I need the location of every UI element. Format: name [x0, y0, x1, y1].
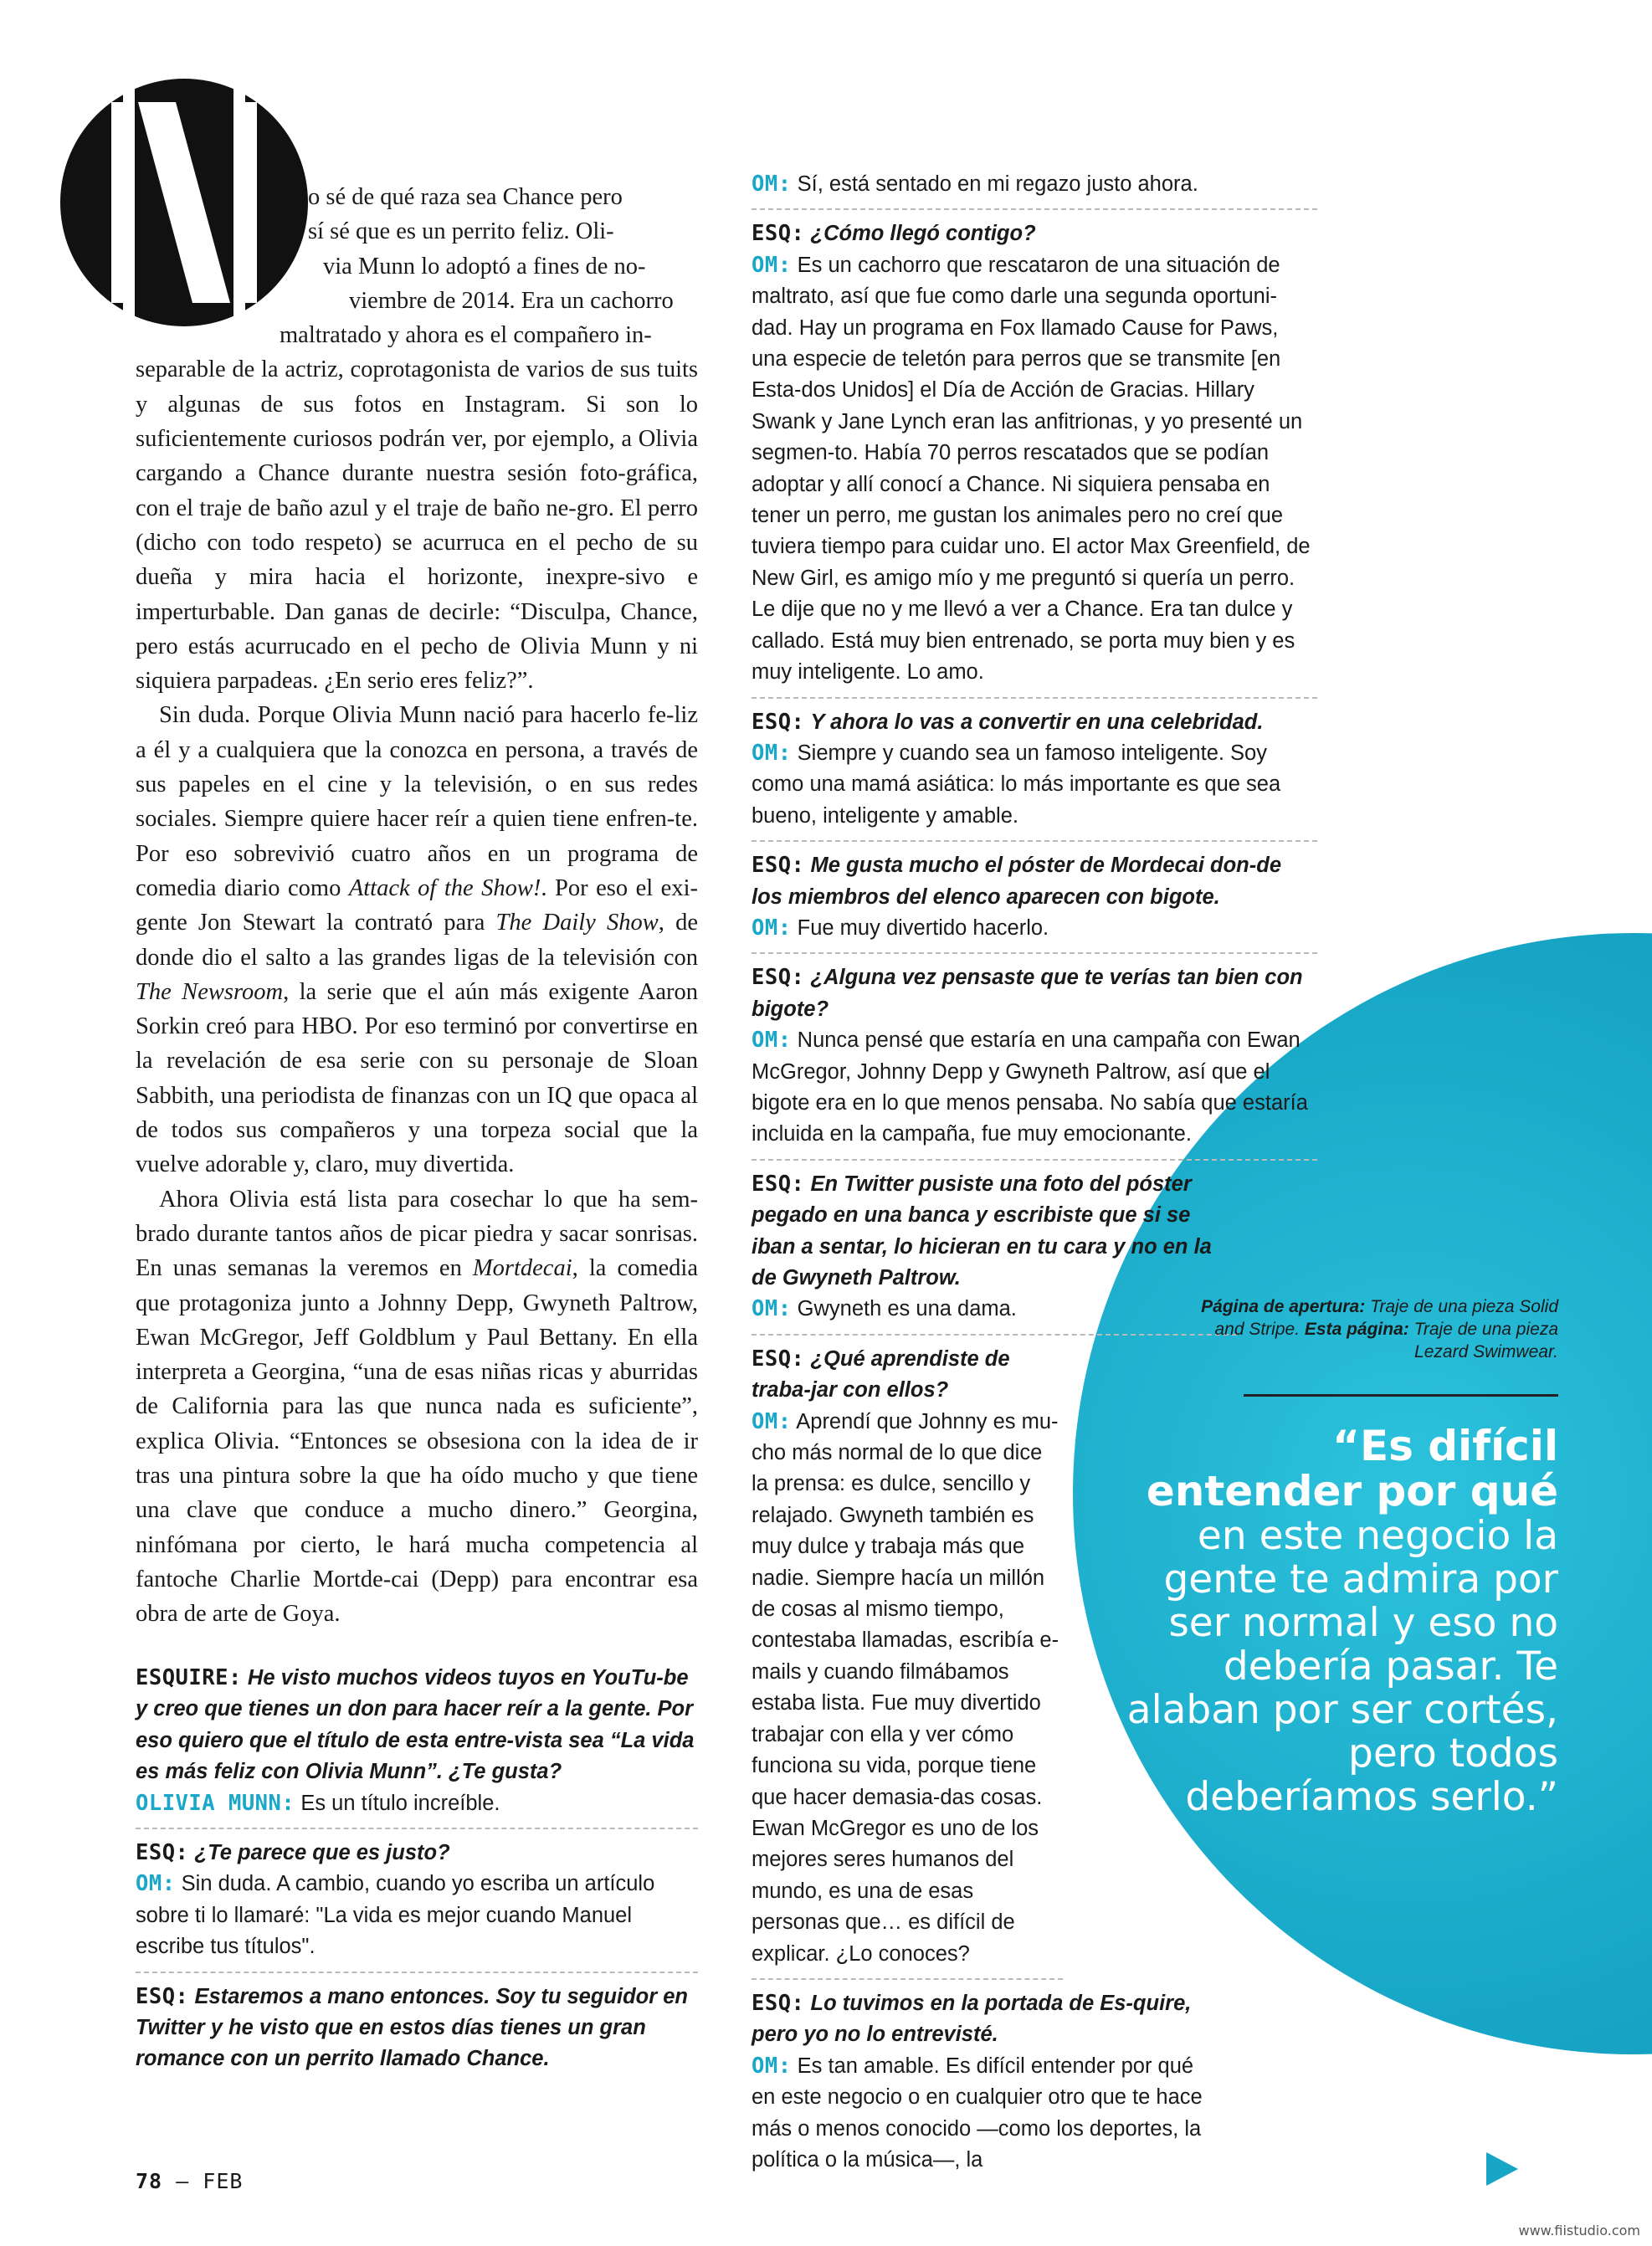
page-footer: [136, 2169, 243, 2193]
title-italic: The Newsroom: [136, 978, 284, 1005]
question-label: ESQUIRE:: [136, 1665, 242, 1690]
question-label: ESQ:: [752, 1990, 805, 2016]
question-text: ¿Te parece que es justo?: [194, 1841, 450, 1865]
answer-label: OM:: [752, 740, 792, 766]
answer-text: Gwyneth es una dama.: [797, 1297, 1017, 1321]
caption-text: Traje de una pieza Lezard Swimwear.: [1413, 1320, 1558, 1361]
lead-paragraph: [136, 180, 698, 698]
footer-separator: —: [176, 2169, 190, 2193]
answer-label: OM:: [752, 915, 792, 941]
page-number: 78: [136, 2169, 163, 2193]
qa-block: [752, 699, 1317, 843]
answer-label: OLIVIA MUNN:: [136, 1790, 295, 1816]
lead-line: viembre de 2014. Era un cachorro: [349, 287, 674, 314]
title-italic: Attack of the Show!: [348, 874, 541, 901]
next-page-arrow-icon: [1486, 2152, 1518, 2186]
paragraph-2: [136, 698, 698, 1182]
answer-text: Es un título increíble.: [300, 1791, 500, 1815]
question-text: He visto muchos videos tuyos en YouTu-be y creo que tienes un don para hacer reír a la gente. Por eso quiero que el título de esta entre-vista sea “La vida es más feliz con Olivia Munn”. ¿Te gusta?: [136, 1666, 695, 1784]
answer-text: Es un cachorro que rescataron de una situación de maltrato, así que fue como darle una segunda oportuni-dad. Hay un programa en Fox llamado Cause for Paws, una especie de teletón para perros que se transmite [en Esta-dos Unidos] el Día de Acción de Gracias. Hillary Swank y Jane Lynch eran las anfitrionas, y yo presenté un segmen-to. Había 70 perros rescatados que se podían adoptar y allí conocí a Chance. Ni siquiera pensaba en tener un perro, me gustan los animales pero no creí que tuviera tiempo para cuidar uno. El actor Max Greenfield, de New Girl, es amigo mío y me preguntó si quería un perro. Le dije que no y me llevó a ver a Chance. Era tan dulce y callado. Está muy bien entrenado, se porta muy bien y es muy inteligente. Lo amo.: [752, 253, 1311, 685]
answer-text: Sí, está sentado en mi regazo justo ahora.: [797, 172, 1198, 196]
article-body: [136, 180, 698, 1631]
text: Ahora Olivia está lista para cosechar lo que ha sem-brado durante tantos años de picar piedra y sacar sonrisas. En unas semanas la veremos en: [136, 1186, 698, 1282]
interview-right: [752, 166, 1317, 2184]
answer-label: OM:: [752, 1028, 792, 1054]
answer-text: Aprendí que Johnny es mu-cho más normal de lo que dice la prensa: es dulce, sencillo y relajado. Gwyneth también es muy dulce y trabaja más que nadie. Siempre hacía un millón de cosas al mismo tiempo, contestaba llamadas, escribía e-mails y cuando filmábamos estaba lista. Fue muy divertido trabajar con ella y ver cómo funciona su vida, porque tiene que hacer demasia-das cosas. Ewan McGregor es uno de los mejores seres humanos del mundo, es una de esas personas que… es difícil de explicar. ¿Lo conoces?: [752, 1409, 1059, 1966]
title-italic: Mortdecai: [472, 1255, 572, 1282]
answer-text: Siempre y cuando sea un famoso inteligente. Soy como una mamá asiática: lo más importante es que sea bueno, inteligente y amable.: [752, 741, 1281, 828]
question-text: ¿Qué aprendiste de traba-jar con ellos?: [752, 1346, 1010, 1402]
paragraph-1-rest: separable de la actriz, coprotagonista de varios de sus tuits y algunas de sus fotos en Instagram. Si son lo suficientemente curiosos podrán ver, por ejemplo, a Olivia cargando a Chance durante nuestra sesión foto-gráfica, con el traje de baño azul y el traje de baño ne-gro. El perro (dicho con todo respeto) se acurruca en el pecho de su dueña y mira hacia el horizonte, inexpre-sivo e imperturbable. Dan ganas de decirle: “Disculpa, Chance, pero estás acurrucado en el pecho de Olivia Munn y ni siquiera parpadeas. ¿En serio eres feliz?”.: [136, 356, 698, 695]
answer-text: Sin duda. A cambio, cuando yo escriba un artículo sobre ti lo llamaré: "La vida es mejor cuando Manuel escribe tus títulos".: [136, 1872, 655, 1959]
answer-text: Nunca pensé que estaría en una campaña con Ewan McGregor, Johnny Depp y Gwyneth Paltrow, así que el bigote era en lo que menos pensaba. No sabía que estaría incluida en la campaña, fue muy emocionante.: [752, 1028, 1308, 1146]
issue-month: FEB: [203, 2169, 244, 2193]
answer-label: OM:: [752, 2053, 792, 2079]
interview-left: [136, 1654, 698, 2084]
answer-label: OM:: [752, 1296, 792, 1322]
question-label: ESQ:: [752, 853, 805, 879]
question-text: ¿Alguna vez pensaste que te verías tan bien con bigote?: [752, 966, 1303, 1021]
answer-text: Fue muy divertido hacerlo.: [797, 915, 1049, 940]
lead-line: via Munn lo adoptó a fines de no-: [323, 253, 646, 279]
question-text: ¿Cómo llegó contigo?: [810, 222, 1036, 246]
answer-label: OM:: [136, 1871, 176, 1897]
answer-label: OM:: [752, 252, 792, 278]
text: , la serie que el aún más exigente Aaron Sorkin creó para HBO. Por eso terminó por convertirse en la revelación de esa serie con su personaje de Sloan Sabbith, una periodista de finanzas con un IQ que opaca al de todos sus compañeros y una torpeza social que la vuelve adorable y, claro, muy divertida.: [136, 978, 698, 1178]
qa-block: [136, 1973, 698, 2084]
question-text: Lo tuvimos en la portada de Es-quire, pero yo no lo entrevisté.: [752, 1991, 1192, 2047]
qa-block: [136, 1829, 698, 1973]
caption-text: Traje de una pieza Solid and Stripe.: [1214, 1297, 1558, 1339]
qa-block: [752, 1980, 1220, 2184]
question-label: ESQ:: [752, 1346, 805, 1372]
watermark-credit: www.fiistudio.com: [1518, 2223, 1640, 2238]
question-label: ESQ:: [752, 709, 805, 735]
answer-label: OM:: [752, 1408, 792, 1434]
lead-line: maltratado y ahora es el compañero in-: [280, 322, 652, 349]
caption-label: Esta página:: [1304, 1320, 1409, 1339]
qa-block: [752, 1336, 1063, 1980]
lead-line: o sé de qué raza sea Chance pero: [308, 184, 623, 210]
question-label: ESQ:: [752, 1171, 805, 1197]
qa-block: [752, 166, 1317, 210]
qa-block: [136, 1654, 698, 1829]
qa-block: [752, 1161, 1237, 1336]
paragraph-3: [136, 1182, 698, 1632]
answer-label: OM:: [752, 172, 792, 197]
text: , la comedia que protagoniza junto a Johnny Depp, Gwyneth Paltrow, Ewan McGregor, Jeff Goldblum y Paul Bettany. En ella interpreta a Georgina, “una de esas niñas ricas y aburridas de California para las que nunca nada es suficiente”, explica Olivia. “Entonces se obsesiona con la idea de ir tras una pintura sobre la que ha oído mucho y que tiene una clave que conduce a mucho dinero.” Georgina, ninfómana por cierto, le hará mucha competencia al fantoche Charlie Mortde-cai (Depp) para encontrar esa obra de arte de Goya.: [136, 1255, 698, 1628]
qa-block: [752, 954, 1317, 1160]
question-text: Estaremos a mano entonces. Soy tu seguidor en Twitter y he visto que en estos días tienes un gran romance con un perrito llamado Chance.: [136, 1984, 689, 2071]
question-text: En Twitter pusiste una foto del póster pegado en una banca y escribiste que si se iban a sentar, lo hicieran en tu cara y no en la de Gwyneth Paltrow.: [752, 1172, 1212, 1290]
text: , de donde dio el salto a las grandes ligas de la televisión con: [136, 910, 699, 971]
question-text: Me gusta mucho el póster de Mordecai don-de los miembros del elenco aparecen con bigote.: [752, 854, 1282, 909]
pull-quote-strong: “Es difícil entender por qué: [1146, 1422, 1558, 1515]
question-label: ESQ:: [136, 1983, 189, 2009]
title-italic: The Daily Show: [495, 910, 659, 936]
question-label: ESQ:: [136, 1840, 189, 1866]
qa-block: [752, 842, 1317, 954]
lead-line: sí sé que es un perrito feliz. Oli-: [308, 218, 614, 245]
answer-text: Es tan amable. Es difícil entender por qué en este negocio o en cualquier otro que te hace más o menos conocido —como los deportes, la política o la música—, la: [752, 2054, 1203, 2172]
qa-block: [752, 210, 1317, 698]
text: . Por eso el exi-gente Jon Stewart la contrató para: [136, 874, 698, 936]
question-label: ESQ:: [752, 221, 805, 247]
caption-divider: [1244, 1394, 1558, 1397]
caption-label: Página de apertura:: [1201, 1297, 1366, 1316]
question-text: Y ahora lo vas a convertir en una celebridad.: [810, 710, 1264, 734]
pull-quote-rest: en este negocio la gente te admira por ser normal y eso no debería pasar. Te alaban por ser cortés, pero todos deberíamos serlo.”: [1126, 1513, 1558, 1820]
question-label: ESQ:: [752, 965, 805, 991]
text: Sin duda. Porque Olivia Munn nació para hacerlo fe-liz a él y a cualquiera que la conozca en persona, a través de sus papeles en el cine y la televisión, o en sus redes sociales. Siempre quiere hacer reír a quien tiene enfren-te. Por eso sobrevivió cuatro años en un programa de comedia diario como: [136, 702, 698, 901]
photo-caption: [1190, 1295, 1558, 1363]
pull-quote: [1123, 1424, 1558, 1819]
